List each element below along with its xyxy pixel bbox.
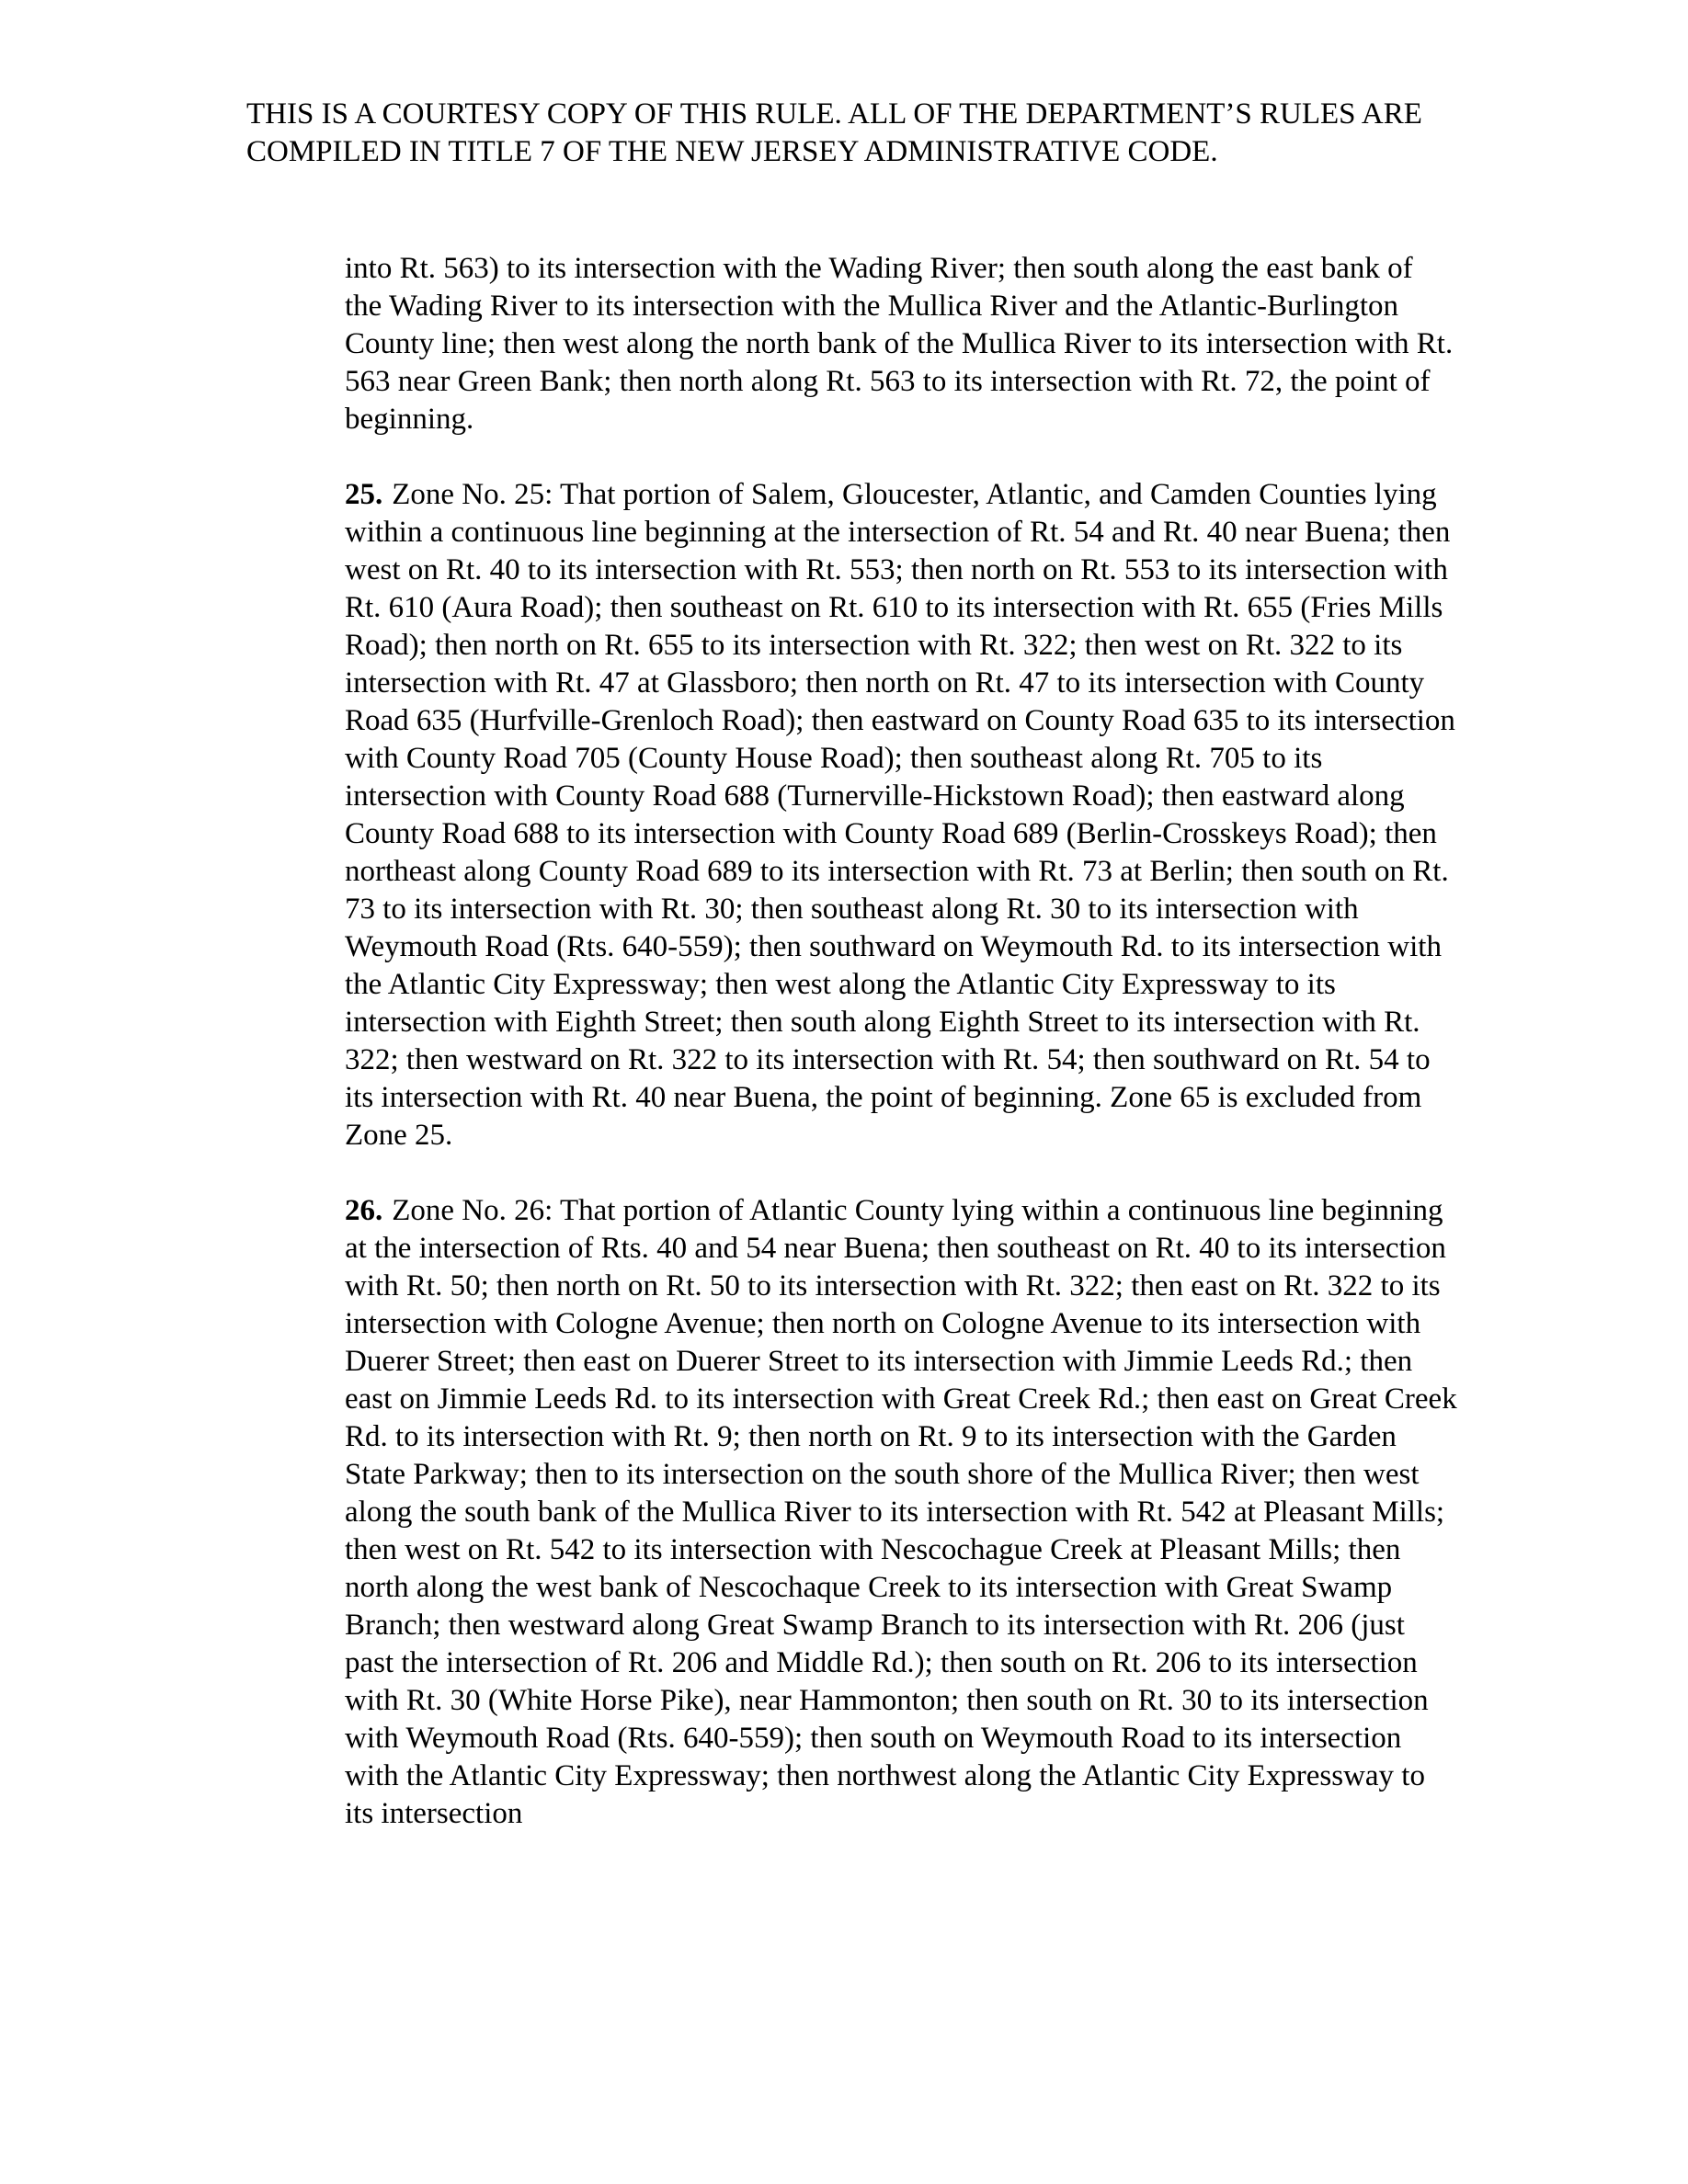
rule-body	[345, 250, 1457, 1871]
paragraph-number: 25.	[345, 478, 383, 511]
paragraph-text: Zone No. 25: That portion of Salem, Gloucester, Atlantic, and Camden Counties lying within a continuous line beginning at the intersection of Rt. 54 and Rt. 40 near Buena; then west on Rt. 40 to its intersection with Rt. 553; then north on Rt. 553 to its intersection with Rt. 610 (Aura Road); then southeast on Rt. 610 to its intersection with Rt. 655 (Fries Mills Road); then north on Rt. 655 to its intersection with Rt. 322; then west on Rt. 322 to its intersection with Rt. 47 at Glassboro; then north on Rt. 47 to its intersection with County Road 635 (Hurfville-Grenloch Road); then eastward on County Road 635 to its intersection with County Road 705 (County House Road); then southeast along Rt. 705 to its intersection with County Road 688 (Turnerville-Hickstown Road); then eastward along County Road 688 to its intersection with County Road 689 (Berlin-Crosskeys Road); then northeast along County Road 689 to its intersection with Rt. 73 at Berlin; then south on Rt. 73 to its intersection with Rt. 30; then southeast along Rt. 30 to its intersection with Weymouth Road (Rts. 640-559); then southward on Weymouth Rd. to its intersection with the Atlantic City Expressway; then west along the Atlantic City Expressway to its intersection with Eighth Street; then south along Eighth Street to its intersection with Rt. 322; then westward on Rt. 322 to its intersection with Rt. 54; then southward on Rt. 54 to its intersection with Rt. 40 near Buena, the point of beginning. Zone 65 is excluded from Zone 25.	[345, 478, 1455, 1152]
courtesy-copy-notice: THIS IS A COURTESY COPY OF THIS RULE. ALL OF THE DEPARTMENT’S RULES ARE COMPILED IN TITLE 7 OF THE NEW JERSEY ADMINISTRATIVE CODE.	[246, 97, 1422, 168]
zone-26-paragraph	[345, 1192, 1457, 1833]
continued-paragraph	[345, 250, 1457, 438]
paragraph-text: Zone No. 26: That portion of Atlantic County lying within a continuous line beginning at the intersection of Rts. 40 and 54 near Buena; then southeast on Rt. 40 to its intersection with Rt. 50; then north on Rt. 50 to its intersection with Rt. 322; then east on Rt. 322 to its intersection with Cologne Avenue; then north on Cologne Avenue to its intersection with Duerer Street; then east on Duerer Street to its intersection with Jimmie Leeds Rd.; then east on Jimmie Leeds Rd. to its intersection with Great Creek Rd.; then east on Great Creek Rd. to its intersection with Rt. 9; then north on Rt. 9 to its intersection with the Garden State Parkway; then to its intersection on the south shore of the Mullica River; then west along the south bank of the Mullica River to its intersection with Rt. 542 at Pleasant Mills; then west on Rt. 542 to its intersection with Nescochague Creek at Pleasant Mills; then north along the west bank of Nescochaque Creek to its intersection with Great Swamp Branch; then westward along Great Swamp Branch to its intersection with Rt. 206 (just past the intersection of Rt. 206 and Middle Rd.); then south on Rt. 206 to its intersection with Rt. 30 (White Horse Pike), near Hammonton; then south on Rt. 30 to its intersection with Weymouth Road (Rts. 640-559); then south on Weymouth Road to its intersection with the Atlantic City Expressway; then northwest along the Atlantic City Expressway to its intersection	[345, 1194, 1457, 1830]
paragraph-text: into Rt. 563) to its intersection with the Wading River; then south along the east bank of the Wading River to its intersection with the Mullica River and the Atlantic-Burlington County line; then west along the north bank of the Mullica River to its intersection with Rt. 563 near Green Bank; then north along Rt. 563 to its intersection with Rt. 72, the point of beginning.	[345, 252, 1454, 436]
paragraph-number: 26.	[345, 1194, 383, 1227]
zone-25-paragraph	[345, 476, 1457, 1155]
